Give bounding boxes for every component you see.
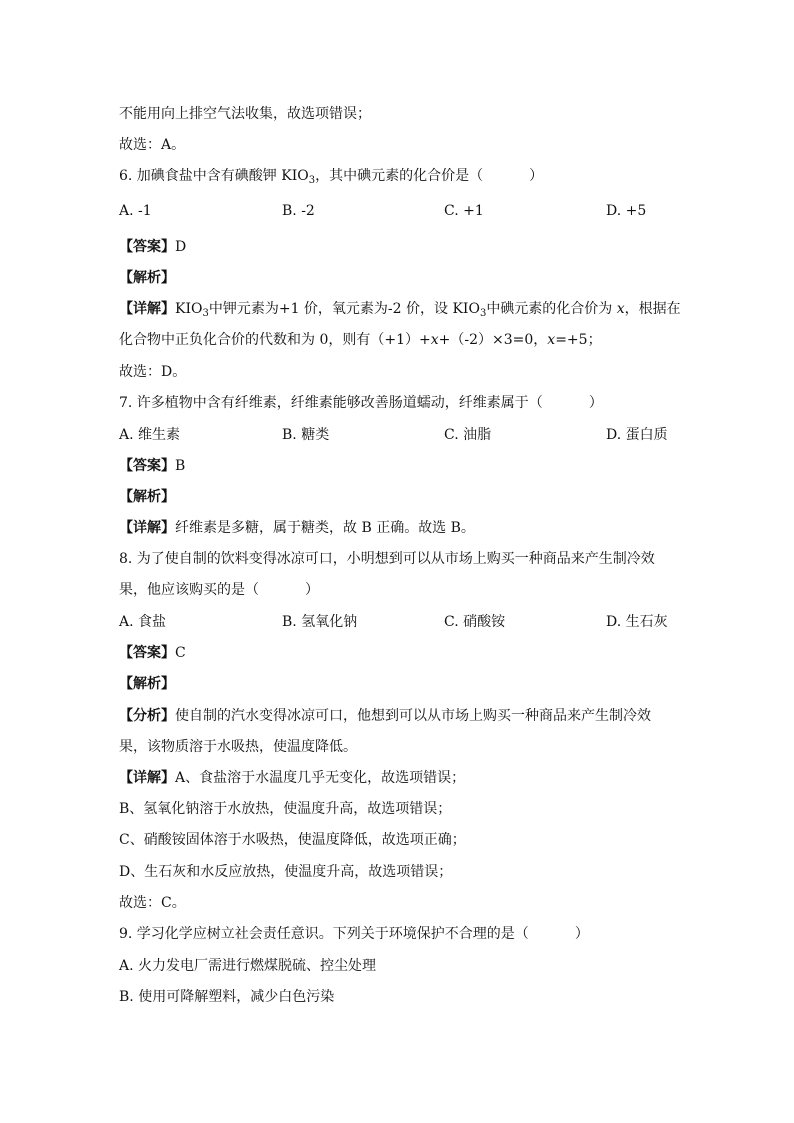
option-b: B. 糖类: [282, 427, 330, 443]
conclusion-line: 故选：C。: [119, 895, 186, 911]
answer-line: [119, 237, 186, 257]
answer-value: D: [175, 239, 187, 255]
detail-line: C、硝酸铵固体溶于水吸热，使温度降低，故选项正确；: [119, 832, 466, 848]
option-a: A. 火力发电厂需进行燃煤脱硫、控尘处理: [119, 958, 377, 974]
option-a: A. 维生素: [119, 427, 181, 443]
answer-line: [119, 456, 185, 476]
answer-line: [119, 643, 186, 663]
analysis-line: 果，该物质溶于水吸热，使温度降低。: [119, 739, 357, 755]
analysis-label: 【解析】: [119, 489, 175, 505]
question-8: 8. 为了使自制的饮料变得冰凉可口，小明想到可以从市场上购买一种商品来产生制冷效: [119, 551, 655, 567]
option-d: D. 蛋白质: [606, 427, 668, 443]
option-c: C. 硝酸铵: [444, 614, 506, 630]
text-line: 故选：A。: [119, 137, 186, 153]
option-d: D. 生石灰: [606, 614, 668, 630]
option-b: B. 使用可降解塑料，减少白色污染: [119, 989, 335, 1005]
answer-label: 【答案】: [119, 458, 175, 474]
text-line: 不能用向上排空气法收集，故选项错误；: [119, 106, 371, 122]
detail-line: D、生石灰和水反应放热，使温度升高，故选项错误；: [119, 864, 453, 880]
option-b: B. -2: [282, 203, 315, 219]
analysis-label: 【解析】: [119, 270, 175, 286]
answer-value: C: [175, 645, 186, 661]
question-8-cont: 果，他应该购买的是（ ）: [119, 582, 319, 598]
option-a: A. -1: [119, 203, 152, 219]
option-a: A. 食盐: [119, 614, 167, 630]
option-d: D. +5: [606, 203, 647, 219]
option-c: C. 油脂: [444, 427, 492, 443]
detail-line: 【详解】$KIO_3$中钾元素为+1 价，氧元素为-2 价，设 $KIO_3$中碘元素的化合价为 x，根据在: [119, 301, 681, 319]
option-c: C. +1: [444, 203, 484, 219]
answer-value: B: [175, 458, 186, 474]
question-9: 9. 学习化学应树立社会责任意识。下列关于环境保护不合理的是（ ）: [119, 926, 589, 942]
analysis-label: 【解析】: [119, 676, 175, 692]
answer-label: 【答案】: [119, 239, 175, 255]
question-6: 6. 加碘食盐中含有碘酸钾 $KIO_3$，其中碘元素的化合价是（ ）: [119, 168, 544, 186]
answer-label: 【答案】: [119, 645, 175, 661]
analysis-line: 【分析】使自制的汽水变得冰凉可口，他想到可以从市场上购买一种商品来产生制冷效: [119, 708, 651, 724]
option-b: B. 氢氧化钠: [282, 614, 358, 630]
detail-line: 【详解】纤维素是多糖，属于糖类，故 B 正确。故选 B。: [119, 520, 475, 536]
detail-line: 化合物中正负化合价的代数和为 0，则有（+1）+x+（-2）×3=0，x=+5；: [119, 332, 602, 348]
conclusion-line: 故选：D。: [119, 364, 187, 380]
detail-line: B、氢氧化钠溶于水放热，使温度升高，故选项错误；: [119, 801, 452, 817]
detail-line: 【详解】A、食盐溶于水温度几乎无变化，故选项错误；: [119, 770, 466, 786]
question-7: 7. 许多植物中含有纤维素，纤维素能够改善肠道蠕动，纤维素属于（ ）: [119, 395, 603, 411]
